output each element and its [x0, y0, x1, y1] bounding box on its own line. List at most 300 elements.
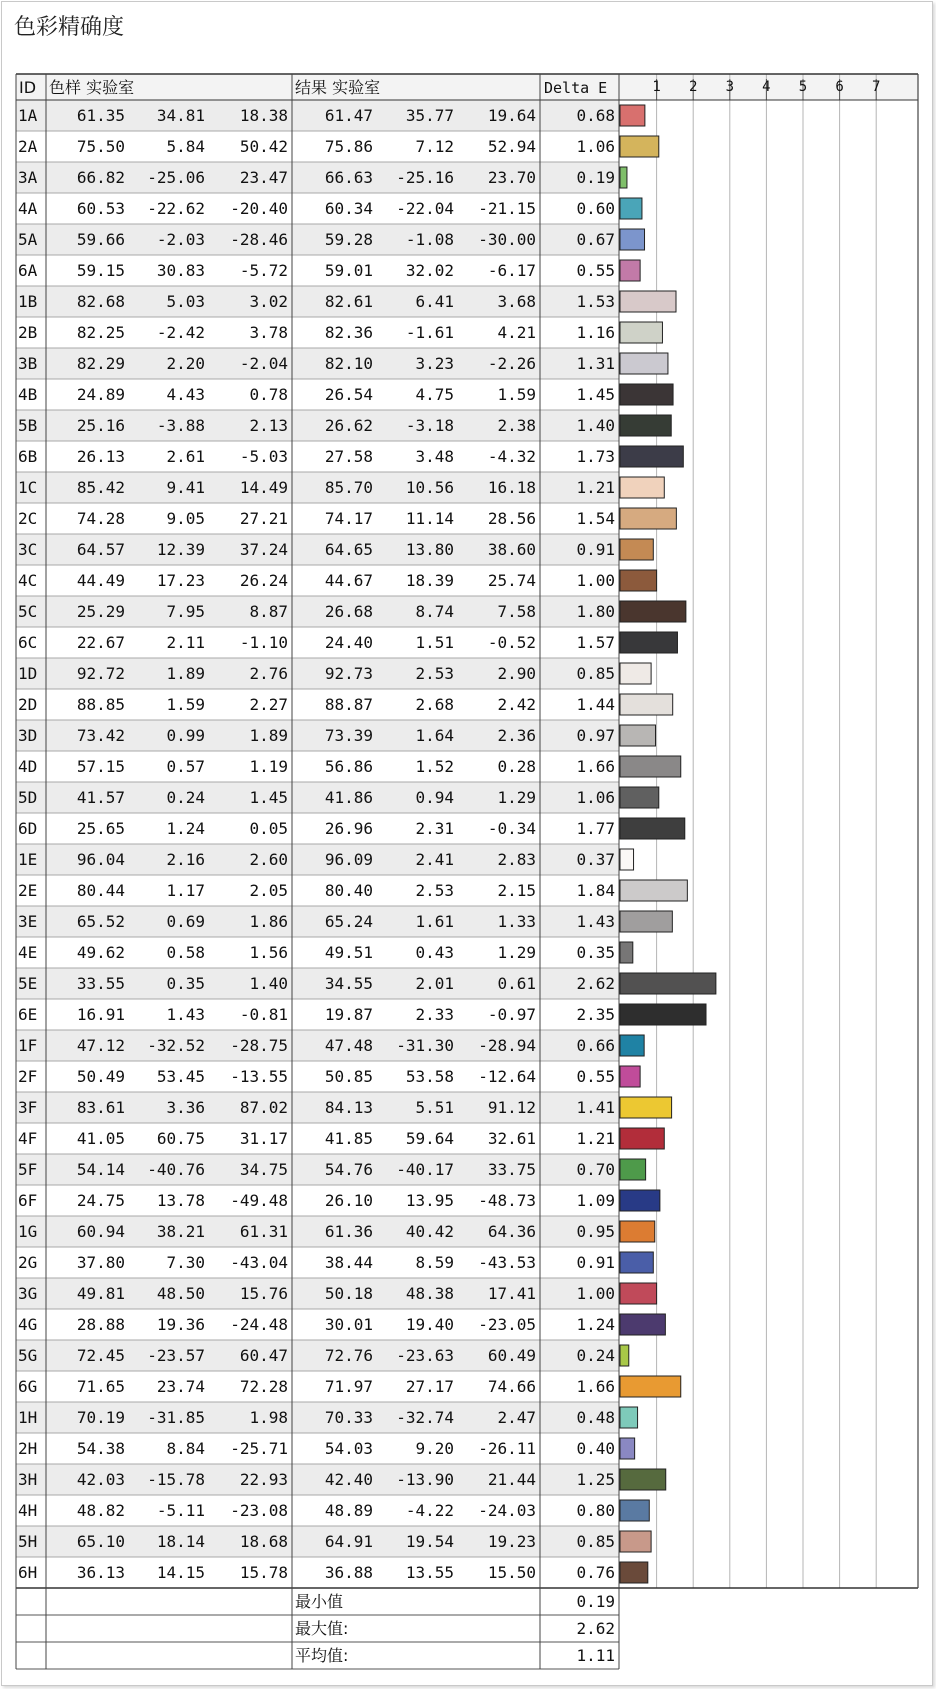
delta-e-value: 0.95	[576, 1222, 615, 1241]
sample-lab-value: 0.24	[166, 788, 205, 807]
result-lab-value: -23.05	[478, 1315, 536, 1334]
sample-lab-value: 54.38	[76, 1439, 125, 1458]
delta-e-value: 0.55	[576, 261, 615, 280]
delta-e-bar	[620, 663, 651, 684]
result-lab-value: 13.80	[405, 540, 454, 559]
result-lab-value: 32.02	[405, 261, 454, 280]
sample-lab-value: -43.04	[230, 1253, 288, 1272]
sample-lab-value: 38.21	[156, 1222, 205, 1241]
delta-e-value: 0.76	[576, 1563, 615, 1582]
result-lab-value: 1.64	[415, 726, 454, 745]
sample-lab-value: 42.03	[76, 1470, 125, 1489]
sample-lab-value: -5.11	[156, 1501, 205, 1520]
delta-e-bar	[620, 291, 676, 312]
result-lab-value: 65.24	[324, 912, 373, 931]
delta-e-bar	[620, 477, 664, 498]
sample-lab-value: 72.45	[76, 1346, 125, 1365]
result-lab-value: 60.34	[324, 199, 373, 218]
delta-e-value: 0.66	[576, 1036, 615, 1055]
sample-lab-value: 36.13	[76, 1563, 125, 1582]
result-lab-value: 2.38	[497, 416, 536, 435]
result-lab-value: 19.64	[487, 106, 536, 125]
result-lab-value: -2.26	[487, 354, 536, 373]
result-lab-value: 49.51	[324, 943, 373, 962]
result-lab-value: 35.77	[405, 106, 454, 125]
row-id: 5G	[18, 1346, 38, 1365]
sample-lab-value: 2.16	[166, 850, 205, 869]
sample-lab-value: 70.19	[76, 1408, 125, 1427]
result-lab-value: -31.30	[396, 1036, 454, 1055]
result-lab-value: 82.10	[324, 354, 373, 373]
delta-e-bar	[620, 539, 653, 560]
delta-e-value: 0.24	[576, 1346, 615, 1365]
sample-lab-value: 25.16	[76, 416, 125, 435]
delta-e-value: 0.35	[576, 943, 615, 962]
result-lab-value: 1.52	[415, 757, 454, 776]
result-lab-value: 73.39	[324, 726, 373, 745]
sample-lab-value: 44.49	[76, 571, 125, 590]
sample-lab-value: 5.84	[166, 137, 205, 156]
delta-e-value: 0.67	[576, 230, 615, 249]
result-lab-value: 26.96	[324, 819, 373, 838]
row-id: 5F	[18, 1160, 38, 1179]
sample-lab-value: 41.57	[76, 788, 125, 807]
delta-e-value: 0.68	[576, 106, 615, 125]
sample-lab-value: -23.08	[230, 1501, 288, 1520]
sample-lab-value: 24.75	[76, 1191, 125, 1210]
delta-e-bar	[620, 1283, 657, 1304]
result-lab-value: 3.48	[415, 447, 454, 466]
result-lab-value: 92.73	[324, 664, 373, 683]
delta-e-value: 0.80	[576, 1501, 615, 1520]
row-id: 6D	[18, 819, 38, 838]
row-id: 3D	[18, 726, 38, 745]
delta-e-value: 1.84	[576, 881, 615, 900]
sample-lab-value: -25.71	[230, 1439, 288, 1458]
sample-lab-value: 23.74	[156, 1377, 205, 1396]
sample-lab-value: 0.99	[166, 726, 205, 745]
result-lab-value: -1.08	[405, 230, 454, 249]
delta-e-bar	[620, 570, 657, 591]
delta-e-value: 1.00	[576, 1284, 615, 1303]
delta-e-value: 1.06	[576, 788, 615, 807]
result-lab-value: 82.36	[324, 323, 373, 342]
sample-lab-value: 1.86	[249, 912, 288, 931]
sample-lab-value: 50.49	[76, 1067, 125, 1086]
sample-lab-value: 57.15	[76, 757, 125, 776]
row-id: 4F	[18, 1129, 38, 1148]
result-lab-value: 0.94	[415, 788, 454, 807]
row-id: 6E	[18, 1005, 38, 1024]
row-id: 4H	[18, 1501, 38, 1520]
result-lab-value: 66.63	[324, 168, 373, 187]
result-lab-value: 38.44	[324, 1253, 373, 1272]
result-lab-value: 3.23	[415, 354, 454, 373]
sample-lab-value: 53.45	[156, 1067, 205, 1086]
x-tick-label: 7	[871, 79, 881, 95]
sample-lab-value: 37.24	[239, 540, 288, 559]
delta-e-value: 0.70	[576, 1160, 615, 1179]
delta-e-bar	[620, 1345, 629, 1366]
delta-e-bar	[620, 756, 681, 777]
sample-lab-value: 82.25	[76, 323, 125, 342]
result-lab-value: 26.54	[324, 385, 373, 404]
result-lab-value: 96.09	[324, 850, 373, 869]
sample-lab-value: 82.68	[76, 292, 125, 311]
sample-lab-value: 80.44	[76, 881, 125, 900]
sample-lab-value: 96.04	[76, 850, 125, 869]
sample-lab-value: 73.42	[76, 726, 125, 745]
result-lab-value: 0.61	[497, 974, 536, 993]
sample-lab-value: 60.75	[156, 1129, 205, 1148]
result-lab-value: -0.34	[487, 819, 536, 838]
result-lab-value: 30.01	[324, 1315, 373, 1334]
sample-lab-value: -3.88	[156, 416, 205, 435]
result-lab-value: 2.31	[415, 819, 454, 838]
delta-e-bar	[620, 322, 662, 343]
sample-lab-value: 18.14	[156, 1532, 205, 1551]
result-lab-value: -12.64	[478, 1067, 536, 1086]
sample-lab-value: 2.61	[166, 447, 205, 466]
result-lab-value: 10.56	[405, 478, 454, 497]
sample-lab-value: 64.57	[76, 540, 125, 559]
row-id: 3E	[18, 912, 38, 931]
result-lab-value: -0.97	[487, 1005, 536, 1024]
sample-lab-value: -13.55	[230, 1067, 288, 1086]
row-id: 6B	[18, 447, 38, 466]
delta-e-value: 0.60	[576, 199, 615, 218]
delta-e-value: 1.41	[576, 1098, 615, 1117]
sample-lab-value: -0.81	[239, 1005, 288, 1024]
sample-lab-value: 0.69	[166, 912, 205, 931]
delta-e-value: 1.54	[576, 509, 615, 528]
sample-lab-value: 87.02	[239, 1098, 288, 1117]
sample-lab-value: -15.78	[147, 1470, 205, 1489]
delta-e-value: 1.24	[576, 1315, 615, 1334]
sample-lab-value: -28.75	[230, 1036, 288, 1055]
row-id: 1D	[18, 664, 38, 683]
result-lab-value: 4.21	[497, 323, 536, 342]
result-lab-value: 82.61	[324, 292, 373, 311]
sample-lab-value: -2.03	[156, 230, 205, 249]
sample-lab-value: 50.42	[239, 137, 288, 156]
row-id: 4B	[18, 385, 38, 404]
result-lab-value: 19.87	[324, 1005, 373, 1024]
result-lab-value: 8.74	[415, 602, 454, 621]
delta-e-value: 0.37	[576, 850, 615, 869]
delta-e-value: 0.85	[576, 664, 615, 683]
row-id: 2D	[18, 695, 38, 714]
result-lab-value: -40.17	[396, 1160, 454, 1179]
sample-lab-value: -25.06	[147, 168, 205, 187]
delta-e-value: 1.25	[576, 1470, 615, 1489]
sample-lab-value: 14.49	[239, 478, 288, 497]
row-id: 5E	[18, 974, 38, 993]
delta-e-value: 1.80	[576, 602, 615, 621]
sample-lab-value: -2.42	[156, 323, 205, 342]
row-id: 1B	[18, 292, 38, 311]
sample-lab-value: 0.58	[166, 943, 205, 962]
delta-e-value: 1.66	[576, 757, 615, 776]
delta-e-bar	[620, 1066, 640, 1087]
result-lab-value: 48.89	[324, 1501, 373, 1520]
delta-e-bar	[620, 911, 672, 932]
result-lab-value: -25.16	[396, 168, 454, 187]
delta-e-bar	[620, 415, 671, 436]
delta-e-bar	[620, 1097, 672, 1118]
result-lab-value: 61.36	[324, 1222, 373, 1241]
delta-e-bar	[620, 1376, 681, 1397]
sample-lab-value: 2.60	[249, 850, 288, 869]
sample-lab-value: -2.04	[239, 354, 288, 373]
result-lab-value: 64.91	[324, 1532, 373, 1551]
sample-lab-value: 1.43	[166, 1005, 205, 1024]
row-id: 1H	[18, 1408, 38, 1427]
result-lab-value: 60.49	[487, 1346, 536, 1365]
result-lab-value: 64.36	[487, 1222, 536, 1241]
result-lab-value: 5.51	[415, 1098, 454, 1117]
delta-e-bar	[620, 601, 686, 622]
delta-e-bar	[620, 818, 685, 839]
sample-lab-value: 60.94	[76, 1222, 125, 1241]
result-lab-value: 13.95	[405, 1191, 454, 1210]
row-id: 2C	[18, 509, 38, 528]
row-id: 5H	[18, 1532, 38, 1551]
result-lab-value: 59.28	[324, 230, 373, 249]
delta-e-value: 1.73	[576, 447, 615, 466]
sample-lab-value: 82.29	[76, 354, 125, 373]
delta-e-value: 1.21	[576, 1129, 615, 1148]
row-id: 4A	[18, 199, 38, 218]
result-lab-value: 24.40	[324, 633, 373, 652]
result-lab-value: 11.14	[405, 509, 454, 528]
row-id: 6H	[18, 1563, 38, 1582]
delta-e-bar	[620, 632, 677, 653]
delta-e-value: 1.77	[576, 819, 615, 838]
sample-lab-value: 33.55	[76, 974, 125, 993]
sample-lab-value: 15.76	[239, 1284, 288, 1303]
sample-lab-value: 1.98	[249, 1408, 288, 1427]
result-lab-value: 2.53	[415, 881, 454, 900]
delta-e-bar	[620, 942, 633, 963]
delta-e-bar	[620, 1562, 648, 1583]
result-lab-value: 26.10	[324, 1191, 373, 1210]
row-id: 2G	[18, 1253, 38, 1272]
result-lab-value: -30.00	[478, 230, 536, 249]
sample-lab-value: 2.05	[249, 881, 288, 900]
sample-lab-value: 37.80	[76, 1253, 125, 1272]
delta-e-bar	[620, 1531, 651, 1552]
sample-lab-value: 14.15	[156, 1563, 205, 1582]
sample-lab-value: 1.45	[249, 788, 288, 807]
result-lab-value: 7.12	[415, 137, 454, 156]
result-lab-value: 7.58	[497, 602, 536, 621]
result-lab-value: 27.17	[405, 1377, 454, 1396]
delta-e-value: 1.21	[576, 478, 615, 497]
result-lab-value: 2.53	[415, 664, 454, 683]
result-lab-value: -48.73	[478, 1191, 536, 1210]
header-background	[16, 74, 918, 100]
row-id: 2H	[18, 1439, 38, 1458]
sample-lab-value: 22.67	[76, 633, 125, 652]
delta-e-value: 0.97	[576, 726, 615, 745]
sample-lab-value: 1.17	[166, 881, 205, 900]
delta-e-value: 0.55	[576, 1067, 615, 1086]
result-lab-value: -32.74	[396, 1408, 454, 1427]
header-result: 结果 实验室	[295, 78, 381, 97]
delta-e-bar	[620, 787, 659, 808]
result-lab-value: 1.33	[497, 912, 536, 931]
delta-e-bar	[620, 136, 659, 157]
delta-e-value: 2.35	[576, 1005, 615, 1024]
row-id: 4C	[18, 571, 38, 590]
sample-lab-value: 4.43	[166, 385, 205, 404]
delta-e-bar	[620, 1190, 660, 1211]
sample-lab-value: 17.23	[156, 571, 205, 590]
sample-lab-value: 48.50	[156, 1284, 205, 1303]
sample-lab-value: 3.36	[166, 1098, 205, 1117]
sample-lab-value: 19.36	[156, 1315, 205, 1334]
sample-lab-value: 54.14	[76, 1160, 125, 1179]
result-lab-value: 2.41	[415, 850, 454, 869]
sample-lab-value: 92.72	[76, 664, 125, 683]
x-tick-label: 6	[835, 79, 844, 95]
page-title: 色彩精确度	[14, 15, 125, 40]
sample-lab-value: -22.62	[147, 199, 205, 218]
sample-lab-value: 1.59	[166, 695, 205, 714]
delta-e-value: 1.44	[576, 695, 615, 714]
sample-lab-value: 41.05	[76, 1129, 125, 1148]
row-id: 4D	[18, 757, 38, 776]
delta-e-bar	[620, 105, 645, 126]
result-lab-value: 44.67	[324, 571, 373, 590]
result-lab-value: 9.20	[415, 1439, 454, 1458]
row-id: 2F	[18, 1067, 38, 1086]
result-lab-value: 13.55	[405, 1563, 454, 1582]
result-lab-value: 1.29	[497, 943, 536, 962]
result-lab-value: 1.59	[497, 385, 536, 404]
result-lab-value: -24.03	[478, 1501, 536, 1520]
sample-lab-value: 74.28	[76, 509, 125, 528]
sample-lab-value: 1.89	[249, 726, 288, 745]
result-lab-value: 70.33	[324, 1408, 373, 1427]
sample-lab-value: 16.91	[76, 1005, 125, 1024]
sample-lab-value: 22.93	[239, 1470, 288, 1489]
header-sample: 色样 实验室	[49, 78, 135, 97]
delta-e-bar	[620, 1469, 666, 1490]
summary-value: 1.11	[576, 1646, 615, 1665]
result-lab-value: 17.41	[487, 1284, 536, 1303]
sample-lab-value: 26.24	[239, 571, 288, 590]
row-id: 3G	[18, 1284, 38, 1303]
sample-lab-value: 1.40	[249, 974, 288, 993]
result-lab-value: 2.36	[497, 726, 536, 745]
result-lab-value: -6.17	[487, 261, 536, 280]
row-id: 4E	[18, 943, 38, 962]
result-lab-value: 2.90	[497, 664, 536, 683]
delta-e-bar	[620, 384, 673, 405]
delta-e-bar	[620, 1407, 638, 1428]
result-lab-value: 0.43	[415, 943, 454, 962]
result-lab-value: 8.59	[415, 1253, 454, 1272]
result-lab-value: -21.15	[478, 199, 536, 218]
result-lab-value: 52.94	[487, 137, 536, 156]
sample-lab-value: 8.87	[249, 602, 288, 621]
result-lab-value: 48.38	[405, 1284, 454, 1303]
row-id: 5D	[18, 788, 38, 807]
row-id: 3F	[18, 1098, 38, 1117]
result-lab-value: 53.58	[405, 1067, 454, 1086]
result-lab-value: 71.97	[324, 1377, 373, 1396]
sample-lab-value: 72.28	[239, 1377, 288, 1396]
sample-lab-value: 83.61	[76, 1098, 125, 1117]
result-lab-value: 61.47	[324, 106, 373, 125]
result-lab-value: 1.29	[497, 788, 536, 807]
sample-lab-value: -5.03	[239, 447, 288, 466]
delta-e-bar	[620, 694, 673, 715]
sample-lab-value: 9.41	[166, 478, 205, 497]
result-lab-value: -23.63	[396, 1346, 454, 1365]
result-lab-value: 84.13	[324, 1098, 373, 1117]
delta-e-bar	[620, 1221, 655, 1242]
result-lab-value: 2.83	[497, 850, 536, 869]
delta-e-bar	[620, 198, 642, 219]
result-lab-value: 19.23	[487, 1532, 536, 1551]
sample-lab-value: 9.05	[166, 509, 205, 528]
sample-lab-value: 60.47	[239, 1346, 288, 1365]
sample-lab-value: 1.24	[166, 819, 205, 838]
result-lab-value: 91.12	[487, 1098, 536, 1117]
result-lab-value: 18.39	[405, 571, 454, 590]
header-id: ID	[19, 78, 37, 97]
result-lab-value: 3.68	[497, 292, 536, 311]
sample-lab-value: 2.76	[249, 664, 288, 683]
sample-lab-value: 30.83	[156, 261, 205, 280]
row-id: 2A	[18, 137, 38, 156]
result-lab-value: -1.61	[405, 323, 454, 342]
sample-lab-value: 31.17	[239, 1129, 288, 1148]
delta-e-value: 1.06	[576, 137, 615, 156]
result-lab-value: 19.40	[405, 1315, 454, 1334]
delta-e-value: 0.19	[576, 168, 615, 187]
result-lab-value: 2.33	[415, 1005, 454, 1024]
result-lab-value: 23.70	[487, 168, 536, 187]
sample-lab-value: 1.19	[249, 757, 288, 776]
result-lab-value: 33.75	[487, 1160, 536, 1179]
delta-e-bar	[620, 1128, 664, 1149]
sample-lab-value: -28.46	[230, 230, 288, 249]
sample-lab-value: 49.81	[76, 1284, 125, 1303]
delta-e-bar	[620, 1035, 644, 1056]
sample-lab-value: 3.78	[249, 323, 288, 342]
sample-lab-value: 2.11	[166, 633, 205, 652]
result-lab-value: 0.28	[497, 757, 536, 776]
sample-lab-value: 0.78	[249, 385, 288, 404]
delta-e-value: 1.00	[576, 571, 615, 590]
sample-lab-value: 65.10	[76, 1532, 125, 1551]
result-lab-value: 75.86	[324, 137, 373, 156]
result-lab-value: 21.44	[487, 1470, 536, 1489]
result-lab-value: 42.40	[324, 1470, 373, 1489]
delta-e-value: 0.48	[576, 1408, 615, 1427]
result-lab-value: 4.75	[415, 385, 454, 404]
sample-lab-value: 71.65	[76, 1377, 125, 1396]
result-lab-value: -4.22	[405, 1501, 454, 1520]
delta-e-bar	[620, 973, 716, 994]
delta-e-bar	[620, 1004, 706, 1025]
sample-lab-value: 61.31	[239, 1222, 288, 1241]
row-id: 3C	[18, 540, 38, 559]
